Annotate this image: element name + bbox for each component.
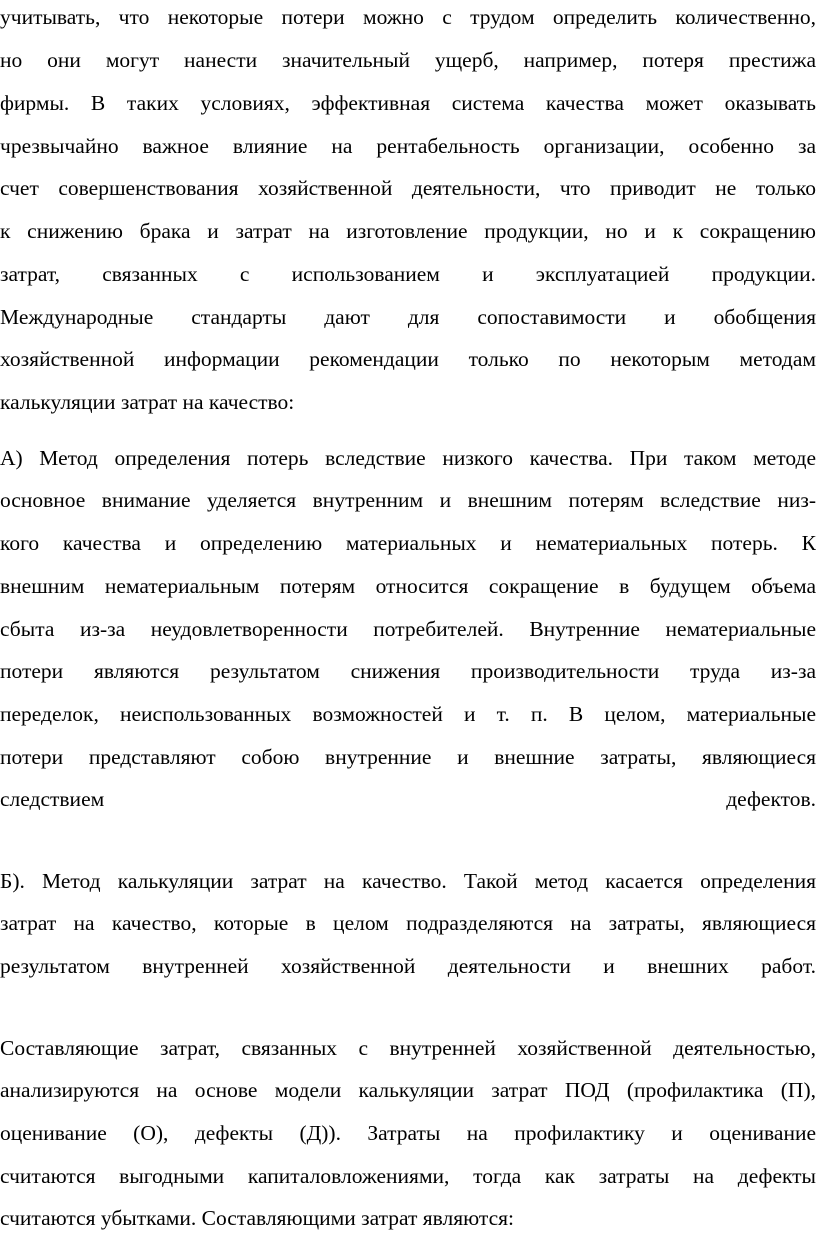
text-line: но они могут нанести значительный ущерб, например, потеря престижа — [0, 48, 816, 72]
text-line: к снижению брака и затрат на изготовление продукции, но и к сокращению — [0, 219, 816, 243]
text-line: внешним нематериальным потерям относится сокращение в будущем объема — [0, 574, 816, 598]
text-line: затрат на качество, которые в целом подразделяются на затраты, являющиеся — [0, 911, 816, 935]
text-line: анализируются на основе модели калькуляции затрат ПОД (профилактика (П), — [0, 1078, 816, 1102]
text-line: фирмы. В таких условиях, эффективная система качества может оказывать — [0, 91, 816, 115]
text-line: Составляющие затрат, связанных с внутренней хозяйственной деятельностью, — [0, 1036, 816, 1060]
text-line: чрезвычайно важное влияние на рентабельность организации, особенно за — [0, 134, 816, 158]
text-line: хозяйственной информации рекомендации только по некоторым методам — [0, 347, 816, 371]
text-line: считаются убытками. Составляющими затрат являются: — [0, 1206, 514, 1230]
text-line: кого качества и определению материальных и нематериальных потерь. К — [0, 531, 816, 555]
text-line: А) Метод определения потерь вследствие низкого качества. При таком методе — [0, 446, 816, 470]
text-line: следствием дефектов. — [0, 787, 816, 811]
text-line: основное внимание уделяется внутренним и внешним потерям вследствие низ- — [0, 488, 816, 512]
text-line: переделок, неиспользованных возможностей и т. п. В целом, материальные — [0, 702, 816, 726]
text-line: затрат, связанных с использованием и эксплуатацией продукции. — [0, 262, 816, 286]
text-line: учитывать, что некоторые потери можно с трудом определить количественно, — [0, 5, 816, 29]
text-line: потери являются результатом снижения производительности труда из-за — [0, 659, 816, 683]
text-line: сбыта из-за неудовлетворенности потребителей. Внутренние нематериальные — [0, 617, 816, 641]
text-line: Б). Метод калькуляции затрат на качество. Такой метод касается определения — [0, 869, 816, 893]
text-line: считаются выгодными капиталовложениями, тогда как затраты на дефекты — [0, 1164, 816, 1188]
text-line: потери представляют собою внутренние и внешние затраты, являющиеся — [0, 745, 816, 769]
text-line: оценивание (О), дефекты (Д)). Затраты на профилактику и оценивание — [0, 1121, 816, 1145]
text-line: Международные стандарты дают для сопоставимости и обобщения — [0, 305, 816, 329]
text-line: счет совершенствования хозяйственной деятельности, что приводит не только — [0, 176, 816, 200]
text-line: результатом внутренней хозяйственной деятельности и внешних работ. — [0, 954, 816, 978]
text-line: калькуляции затрат на качество: — [0, 390, 295, 414]
